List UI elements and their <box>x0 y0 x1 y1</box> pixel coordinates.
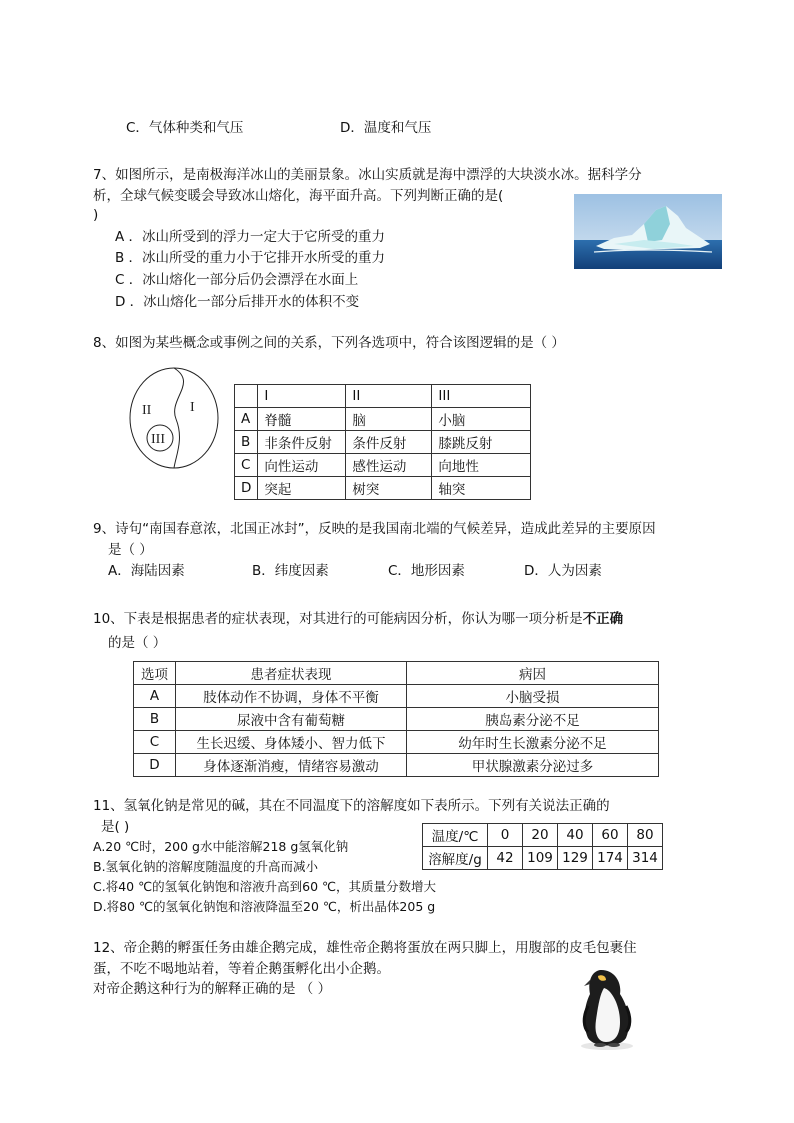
table-cell: 选项 <box>134 662 176 685</box>
table-cell: 80 <box>628 824 663 847</box>
q11-option-c: C.将40 ℃的氢氧化钠饱和溶液升高到60 ℃，其质量分数增大 <box>93 879 437 894</box>
table-cell: 温度/℃ <box>423 824 488 847</box>
table-row <box>134 754 659 777</box>
table-cell: D <box>134 754 176 777</box>
q11-stem-line2: 是( ) <box>101 819 130 835</box>
table-cell: 非条件反射 <box>258 431 346 454</box>
table-cell: 20 <box>523 824 558 847</box>
table-cell: 小脑受损 <box>407 685 659 708</box>
table-cell: III <box>432 385 531 408</box>
q6-option-d: D．温度和气压 <box>340 120 432 136</box>
table-cell <box>235 385 258 408</box>
table-cell: 病因 <box>407 662 659 685</box>
q9-option-c: C．地形因素 <box>388 563 465 579</box>
table-cell: 314 <box>628 847 663 870</box>
table-row <box>235 431 531 454</box>
table-cell: 129 <box>558 847 593 870</box>
diagram-label-3: III <box>151 432 165 447</box>
q9-option-d: D．人为因素 <box>524 563 602 579</box>
table-cell: C <box>235 454 258 477</box>
table-cell: 向性运动 <box>258 454 346 477</box>
table-cell: 生长迟缓、身体矮小、智力低下 <box>176 731 407 754</box>
q7-option-d: D ．冰山熔化一部分后排开水的体积不变 <box>115 294 360 310</box>
table-cell: I <box>258 385 346 408</box>
table-cell: A <box>235 408 258 431</box>
q10-stem-line1 <box>93 609 623 629</box>
table-cell: C <box>134 731 176 754</box>
q8-stem: 8、如图为某些概念或事例之间的关系，下列各选项中，符合该图逻辑的是（ ） <box>93 335 565 351</box>
q10-stem-line2: 的是（ ） <box>108 635 167 651</box>
table-cell: B <box>134 708 176 731</box>
q7-option-c: C ．冰山熔化一部分后仍会漂浮在水面上 <box>115 272 359 288</box>
table-cell: 幼年时生长激素分泌不足 <box>407 731 659 754</box>
table-cell: A <box>134 685 176 708</box>
q11-option-b: B.氢氧化钠的溶解度随温度的升高而减小 <box>93 859 319 874</box>
table-row <box>134 731 659 754</box>
table-cell: 感性运动 <box>346 454 432 477</box>
table-cell: 突起 <box>258 477 346 500</box>
q6-option-c: C．气体种类和气压 <box>126 120 244 136</box>
table-cell: 肢体动作不协调，身体不平衡 <box>176 685 407 708</box>
table-cell: 向地性 <box>432 454 531 477</box>
table-cell: 患者症状表现 <box>176 662 407 685</box>
table-row <box>134 708 659 731</box>
q8-options-table <box>234 384 531 500</box>
table-cell: 0 <box>488 824 523 847</box>
table-cell: 树突 <box>346 477 432 500</box>
q12-stem-line1: 12、帝企鹅的孵蛋任务由雄企鹅完成，雄性帝企鹅将蛋放在两只脚上，用腹部的皮毛包裹住 <box>93 940 637 956</box>
q12-stem-line2: 蛋，不吃不喝地站着，等着企鹅蛋孵化出小企鹅。 <box>93 961 390 977</box>
table-cell: B <box>235 431 258 454</box>
table-cell: II <box>346 385 432 408</box>
table-row <box>235 454 531 477</box>
q12-stem-line3: 对帝企鹅这种行为的解释正确的是 （ ） <box>93 981 332 997</box>
q11-option-a: A.20 ℃时，200 g水中能溶解218 g氢氧化钠 <box>93 839 349 854</box>
table-cell: 膝跳反射 <box>432 431 531 454</box>
table-cell: 小脑 <box>432 408 531 431</box>
q7-option-a: A ．冰山所受到的浮力一定大于它所受的重力 <box>115 229 386 245</box>
table-cell: D <box>235 477 258 500</box>
q9-stem-line1: 9、诗句“南国春意浓，北国正冰封”，反映的是我国南北端的气候差异，造成此差异的主要原因 <box>93 521 656 537</box>
table-cell: 身体逐渐消瘦，情绪容易激动 <box>176 754 407 777</box>
table-row <box>423 824 663 847</box>
q9-stem-line2: 是（ ） <box>108 542 153 558</box>
table-row <box>423 847 663 870</box>
q7-stem-line1: 7、如图所示，是南极海洋冰山的美丽景象。冰山实质就是海中漂浮的大块淡水冰。据科学分 <box>93 167 642 183</box>
table-cell: 尿液中含有葡萄糖 <box>176 708 407 731</box>
diagram-label-1: I <box>190 400 195 415</box>
q11-solubility-table <box>422 823 663 870</box>
table-cell: 甲状腺激素分泌过多 <box>407 754 659 777</box>
iceberg-image <box>574 194 722 269</box>
table-cell: 42 <box>488 847 523 870</box>
table-cell: 40 <box>558 824 593 847</box>
concept-relation-diagram <box>128 365 220 473</box>
q11-option-d: D.将80 ℃的氢氧化钠饱和溶液降温至20 ℃，析出晶体205 g <box>93 899 436 914</box>
q9-option-a: A．海陆因素 <box>108 563 185 579</box>
q10-number: 10、下表是根据患者的症状表现，对其进行的可能病因分析，你认为哪一项分析是 <box>93 611 583 627</box>
table-cell: 轴突 <box>432 477 531 500</box>
q9-option-b: B．纬度因素 <box>252 563 329 579</box>
table-cell: 60 <box>593 824 628 847</box>
q7-stem-line3: ) <box>93 207 99 223</box>
table-cell: 胰岛素分泌不足 <box>407 708 659 731</box>
table-cell: 脑 <box>346 408 432 431</box>
q11-stem-line1: 11、氢氧化钠是常见的碱，其在不同温度下的溶解度如下表所示。下列有关说法正确的 <box>93 798 610 814</box>
table-row <box>235 477 531 500</box>
table-row <box>134 685 659 708</box>
table-row <box>235 408 531 431</box>
table-cell: 174 <box>593 847 628 870</box>
table-cell: 溶解度/g <box>423 847 488 870</box>
q7-option-b: B ．冰山所受的重力小于它排开水所受的重力 <box>115 250 386 266</box>
table-header-row <box>134 662 659 685</box>
diagram-label-2: II <box>142 403 152 418</box>
q10-emphasis: 不正确 <box>582 611 624 627</box>
table-cell: 脊髓 <box>258 408 346 431</box>
q10-symptom-table <box>133 661 659 777</box>
penguin-image <box>576 966 638 1052</box>
table-cell: 条件反射 <box>346 431 432 454</box>
table-cell: 109 <box>523 847 558 870</box>
q7-stem-line2: 析，全球气候变暖会导致冰山熔化，海平面升高。下列判断正确的是( <box>93 188 504 204</box>
table-header-row <box>235 385 531 408</box>
